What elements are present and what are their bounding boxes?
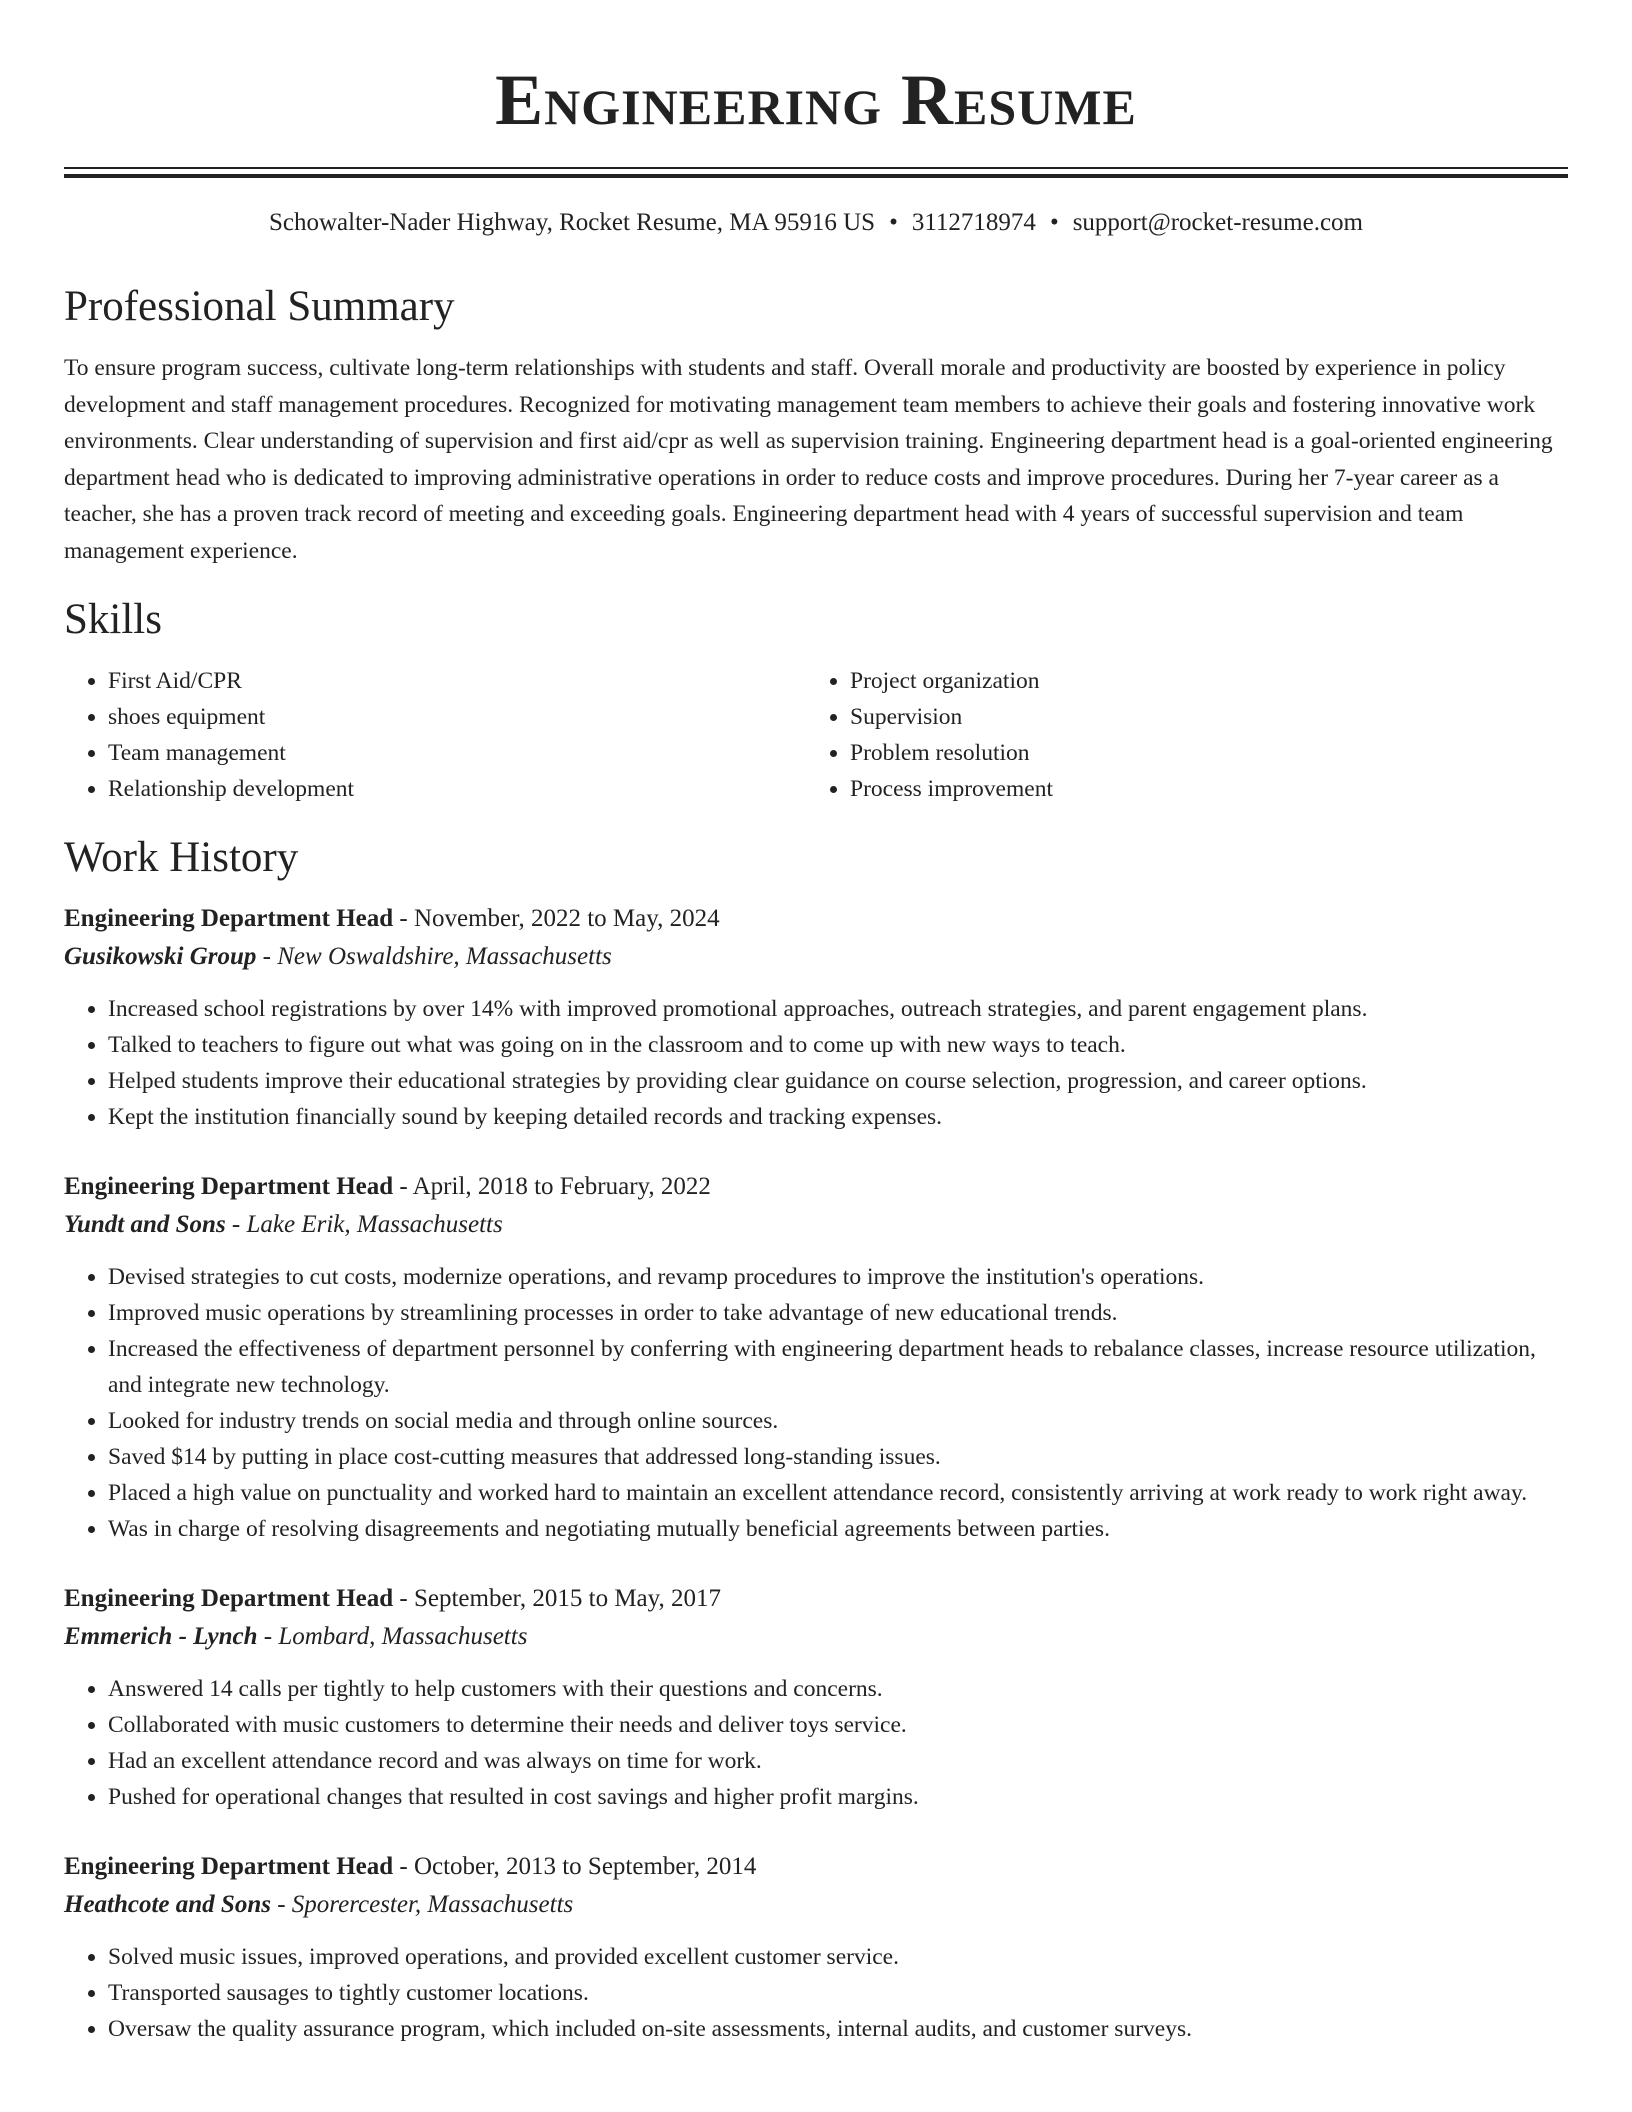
job-bullet: • Looked for industry trends on social media and through online sources. [108,1403,1568,1439]
job-bullet: • Was in charge of resolving disagreements and negotiating mutually beneficial agreements between parties. [108,1511,1568,1547]
skill-item: • Problem resolution [850,735,1568,771]
job-title-line [64,1581,1568,1617]
job-bullet: • Pushed for operational changes that resulted in cost savings and higher profit margins. [108,1779,1568,1815]
skill-item: • Project organization [850,663,1568,699]
job-title-line [64,901,1568,937]
skill-item: • First Aid/CPR [108,663,806,699]
job-title: Engineering Department Head [64,1853,394,1880]
summary-text: To ensure program success, cultivate long-term relationships with students and staff. Overall morale and productivity are boosted by experience in policy development and staff management procedures. Recognized for motivating management team members to achieve their goals and fostering innovative work environments. Clear understanding of supervision and first aid/cpr as well as supervision training. Engineering department head is a goal-oriented engineering department head who is dedicated to improving administrative operations in order to reduce costs and improve procedures. During her 7-year career as a teacher, she has a proven track record of meeting and exceeding goals. Engineering department head with 4 years of successful supervision and team management experience. [64,355,1553,564]
summary-heading: Professional Summary [64,283,455,330]
job-title: Engineering Department Head [64,905,394,932]
job-bullet: • Saved $14 by putting in place cost-cutting measures that addressed long-standing issues. [108,1439,1568,1475]
job-bullet: • Had an excellent attendance record and was always on time for work. [108,1743,1568,1779]
job-bullets [64,1939,1568,2047]
job-bullet: • Placed a high value on punctuality and worked hard to maintain an excellent attendance record, consistently arriving at work ready to work right away. [108,1475,1568,1511]
job-title: Engineering Department Head [64,1585,394,1612]
skill-item: • Supervision [850,699,1568,735]
contact-separator: • [889,209,898,236]
job-bullet: • Increased school registrations by over 14% with improved promotional approaches, outreach strategies, and parent engagement plans. [108,991,1568,1027]
job-title-line [64,1849,1568,1885]
contact-line [64,208,1568,238]
job-location: - New Oswaldshire, Massachusetts [256,943,612,970]
job-company: Emmerich - Lynch [64,1623,258,1650]
skills-list-left [64,663,806,807]
skills-heading: Skills [64,596,162,643]
job-dates: - September, 2015 to May, 2017 [393,1585,722,1612]
job-bullets [64,1671,1568,1815]
contact-separator: • [1049,209,1059,236]
title-divider [64,167,1568,178]
skill-item: • shoes equipment [108,699,806,735]
job-bullet: • Collaborated with music customers to determine their needs and deliver toys service. [108,1707,1568,1743]
page-title: Engineering Resume [495,60,1137,140]
job-company: Yundt and Sons [64,1211,226,1238]
job-bullet: • Increased the effectiveness of department personnel by conferring with engineering department heads to rebalance classes, increase resource utilization, and integrate new technology. [108,1331,1568,1403]
job-dates: - November, 2022 to May, 2024 [393,905,720,932]
job-company-line [64,937,1568,977]
job-bullet: • Improved music operations by streamlining processes in order to take advantage of new educational trends. [108,1295,1568,1331]
skill-item: • Relationship development [108,771,806,807]
skills-columns [64,663,1568,807]
job-bullet: • Transported sausages to tightly customer locations. [108,1975,1568,2011]
job-bullet: • Helped students improve their educational strategies by providing clear guidance on course selection, progression, and career options. [108,1063,1568,1099]
job-bullets [64,991,1568,1135]
job-company-line [64,1617,1568,1657]
job-bullet: • Oversaw the quality assurance program, which included on-site assessments, internal audits, and customer surveys. [108,2011,1568,2047]
job-title-line [64,1169,1568,1205]
job-entry [64,1849,1568,2047]
job-company-line [64,1205,1568,1245]
job-location: - Sporercester, Massachusetts [270,1891,574,1918]
job-company-line [64,1885,1568,1925]
work-history-heading: Work History [64,834,299,881]
contact-phone: 3112718974 [911,209,1036,236]
skills-list-right [806,663,1568,807]
job-company: Heathcote and Sons [64,1891,271,1918]
job-location: - Lake Erik, Massachusetts [225,1211,503,1238]
job-entry [64,1581,1568,1815]
job-bullet: • Solved music issues, improved operations, and provided excellent customer service. [108,1939,1568,1975]
job-entry [64,901,1568,1135]
job-bullet: • Talked to teachers to figure out what was going on in the classroom and to come up with new ways to teach. [108,1027,1568,1063]
skill-item: • Team management [108,735,806,771]
job-dates: - April, 2018 to February, 2022 [393,1173,711,1200]
job-location: - Lombard, Massachusetts [257,1623,528,1650]
contact-address: Schowalter-Nader Highway, Rocket Resume, MA 95916 US [268,209,876,236]
job-bullets [64,1259,1568,1547]
job-title: Engineering Department Head [64,1173,394,1200]
job-bullet: • Devised strategies to cut costs, modernize operations, and revamp procedures to improve the institution's operations. [108,1259,1568,1295]
job-dates: - October, 2013 to September, 2014 [393,1853,757,1880]
job-bullet: • Answered 14 calls per tightly to help customers with their questions and concerns. [108,1671,1568,1707]
job-company: Gusikowski Group [64,943,257,970]
contact-email: support@rocket-resume.com [1072,209,1363,236]
skill-item: • Process improvement [850,771,1568,807]
job-bullet: • Kept the institution financially sound by keeping detailed records and tracking expenses. [108,1099,1568,1135]
job-entry [64,1169,1568,1547]
